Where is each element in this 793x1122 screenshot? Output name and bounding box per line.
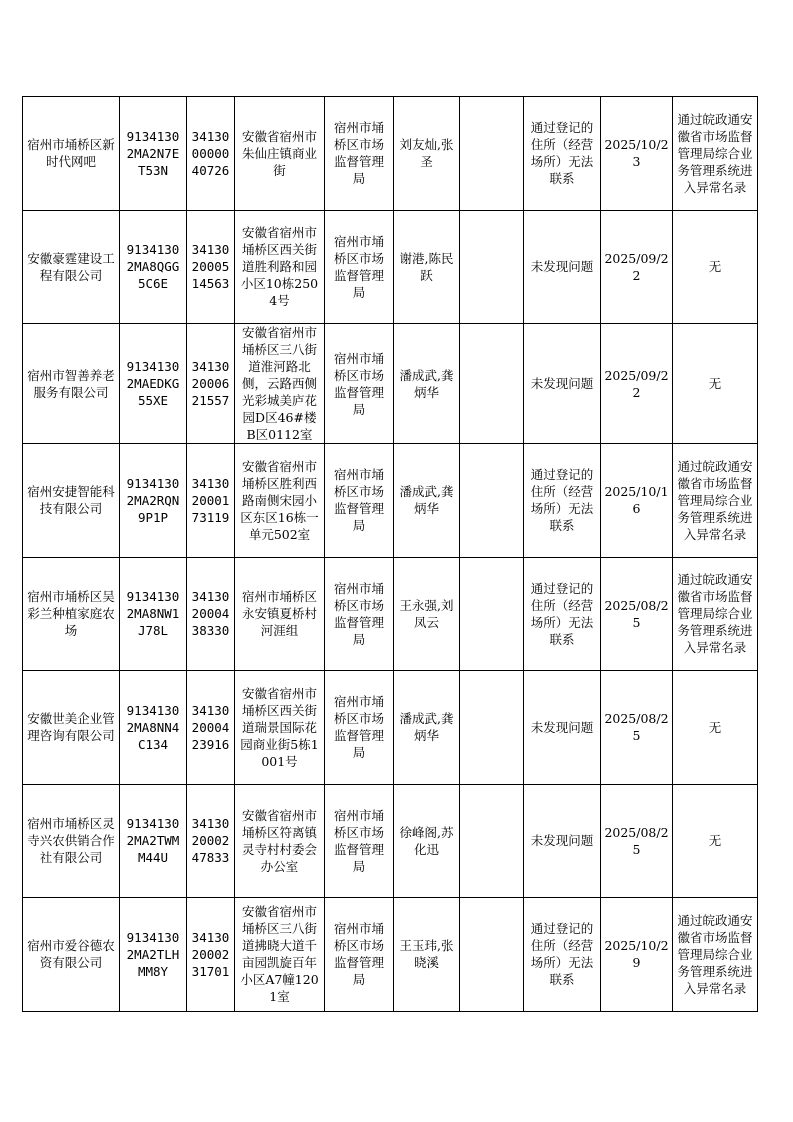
inspection-results-table: [22, 96, 758, 1012]
credit-code-cell: 91341302MA8NN4C134: [120, 671, 187, 785]
company-name-cell: 宿州市智善养老服务有限公司: [23, 324, 120, 444]
registration-number-cell: 341300000040726: [187, 97, 235, 211]
result-cell: 未发现问题: [524, 210, 601, 324]
table-row: [23, 444, 758, 558]
address-cell: 安徽省宿州市埇桥区符离镇灵寺村村委会办公室: [235, 784, 325, 898]
date-cell: 2025/09/22: [601, 210, 673, 324]
authority-cell: 宿州市埇桥区市场监督管理局: [325, 784, 394, 898]
result-cell: 未发现问题: [524, 671, 601, 785]
table-row: [23, 324, 758, 444]
result-cell: 通过登记的住所（经营场所）无法联系: [524, 97, 601, 211]
company-name-cell: 宿州市爱谷德农资有限公司: [23, 898, 120, 1012]
action-cell: 通过皖政通安徽省市场监督管理局综合业务管理系统进入异常名录: [673, 898, 758, 1012]
inspectors-cell: 刘友灿,张圣: [394, 97, 460, 211]
address-cell: 安徽省宿州市埇桥区胜利西路南侧宋园小区东区16栋一单元502室: [235, 444, 325, 558]
action-cell: 通过皖政通安徽省市场监督管理局综合业务管理系统进入异常名录: [673, 557, 758, 671]
action-cell: 无: [673, 784, 758, 898]
action-cell: 无: [673, 210, 758, 324]
company-name-cell: 宿州市埇桥区新时代网吧: [23, 97, 120, 211]
credit-code-cell: 91341302MA2TWMM44U: [120, 784, 187, 898]
registration-number-cell: 341302000621557: [187, 324, 235, 444]
blank-cell: [460, 784, 524, 898]
action-cell: 无: [673, 324, 758, 444]
company-name-cell: 宿州安捷智能科技有限公司: [23, 444, 120, 558]
inspectors-cell: 潘成武,龚炳华: [394, 324, 460, 444]
credit-code-cell: 91341302MA8NW1J78L: [120, 557, 187, 671]
inspectors-cell: 潘成武,龚炳华: [394, 671, 460, 785]
blank-cell: [460, 97, 524, 211]
table-row: [23, 210, 758, 324]
registration-number-cell: 341302000438330: [187, 557, 235, 671]
date-cell: 2025/08/25: [601, 557, 673, 671]
registration-number-cell: 341302000514563: [187, 210, 235, 324]
address-cell: 安徽省宿州市埇桥区西关街道瑞景国际花园商业街5栋1001号: [235, 671, 325, 785]
inspectors-cell: 王玉玮,张晓溪: [394, 898, 460, 1012]
address-cell: 安徽省宿州市埇桥区三八街道拂晓大道千亩园凯旋百年小区A7幢1201室: [235, 898, 325, 1012]
address-cell: 安徽省宿州市朱仙庄镇商业街: [235, 97, 325, 211]
address-cell: 安徽省宿州市埇桥区西关街道胜利路和园小区10栋2504号: [235, 210, 325, 324]
authority-cell: 宿州市埇桥区市场监督管理局: [325, 898, 394, 1012]
authority-cell: 宿州市埇桥区市场监督管理局: [325, 671, 394, 785]
company-name-cell: 安徽豪霆建设工程有限公司: [23, 210, 120, 324]
table-row: [23, 557, 758, 671]
inspectors-cell: 谢港,陈民跃: [394, 210, 460, 324]
credit-code-cell: 91341302MA8QGG5C6E: [120, 210, 187, 324]
blank-cell: [460, 898, 524, 1012]
registration-number-cell: 341302000423916: [187, 671, 235, 785]
address-cell: 安徽省宿州市埇桥区三八街道淮河路北侧，云路西侧光彩城美庐花园D区46#楼B区0112室: [235, 324, 325, 444]
company-name-cell: 宿州市埇桥区吴彩兰种植家庭农场: [23, 557, 120, 671]
blank-cell: [460, 671, 524, 785]
result-cell: 未发现问题: [524, 324, 601, 444]
action-cell: 无: [673, 671, 758, 785]
action-cell: 通过皖政通安徽省市场监督管理局综合业务管理系统进入异常名录: [673, 97, 758, 211]
table-row: [23, 898, 758, 1012]
inspectors-cell: 徐峰阁,苏化迅: [394, 784, 460, 898]
authority-cell: 宿州市埇桥区市场监督管理局: [325, 97, 394, 211]
result-cell: 通过登记的住所（经营场所）无法联系: [524, 898, 601, 1012]
authority-cell: 宿州市埇桥区市场监督管理局: [325, 324, 394, 444]
registration-number-cell: 341302000247833: [187, 784, 235, 898]
date-cell: 2025/09/22: [601, 324, 673, 444]
credit-code-cell: 91341302MA2TLHMM8Y: [120, 898, 187, 1012]
blank-cell: [460, 557, 524, 671]
blank-cell: [460, 444, 524, 558]
table-row: [23, 97, 758, 211]
date-cell: 2025/08/25: [601, 784, 673, 898]
inspectors-cell: 王永强,刘凤云: [394, 557, 460, 671]
action-cell: 通过皖政通安徽省市场监督管理局综合业务管理系统进入异常名录: [673, 444, 758, 558]
credit-code-cell: 91341302MA2RQN9P1P: [120, 444, 187, 558]
result-cell: 通过登记的住所（经营场所）无法联系: [524, 557, 601, 671]
registration-number-cell: 341302000173119: [187, 444, 235, 558]
company-name-cell: 宿州市埇桥区灵寺兴农供销合作社有限公司: [23, 784, 120, 898]
credit-code-cell: 91341302MAEDKG55XE: [120, 324, 187, 444]
credit-code-cell: 91341302MA2N7ET53N: [120, 97, 187, 211]
authority-cell: 宿州市埇桥区市场监督管理局: [325, 557, 394, 671]
date-cell: 2025/10/16: [601, 444, 673, 558]
date-cell: 2025/08/25: [601, 671, 673, 785]
date-cell: 2025/10/23: [601, 97, 673, 211]
table-row: [23, 671, 758, 785]
blank-cell: [460, 210, 524, 324]
date-cell: 2025/10/29: [601, 898, 673, 1012]
registration-number-cell: 341302000231701: [187, 898, 235, 1012]
address-cell: 宿州市埇桥区永安镇夏桥村河涯组: [235, 557, 325, 671]
authority-cell: 宿州市埇桥区市场监督管理局: [325, 444, 394, 558]
result-cell: 通过登记的住所（经营场所）无法联系: [524, 444, 601, 558]
table-row: [23, 784, 758, 898]
inspectors-cell: 潘成武,龚炳华: [394, 444, 460, 558]
authority-cell: 宿州市埇桥区市场监督管理局: [325, 210, 394, 324]
result-cell: 未发现问题: [524, 784, 601, 898]
blank-cell: [460, 324, 524, 444]
company-name-cell: 安徽世美企业管理咨询有限公司: [23, 671, 120, 785]
